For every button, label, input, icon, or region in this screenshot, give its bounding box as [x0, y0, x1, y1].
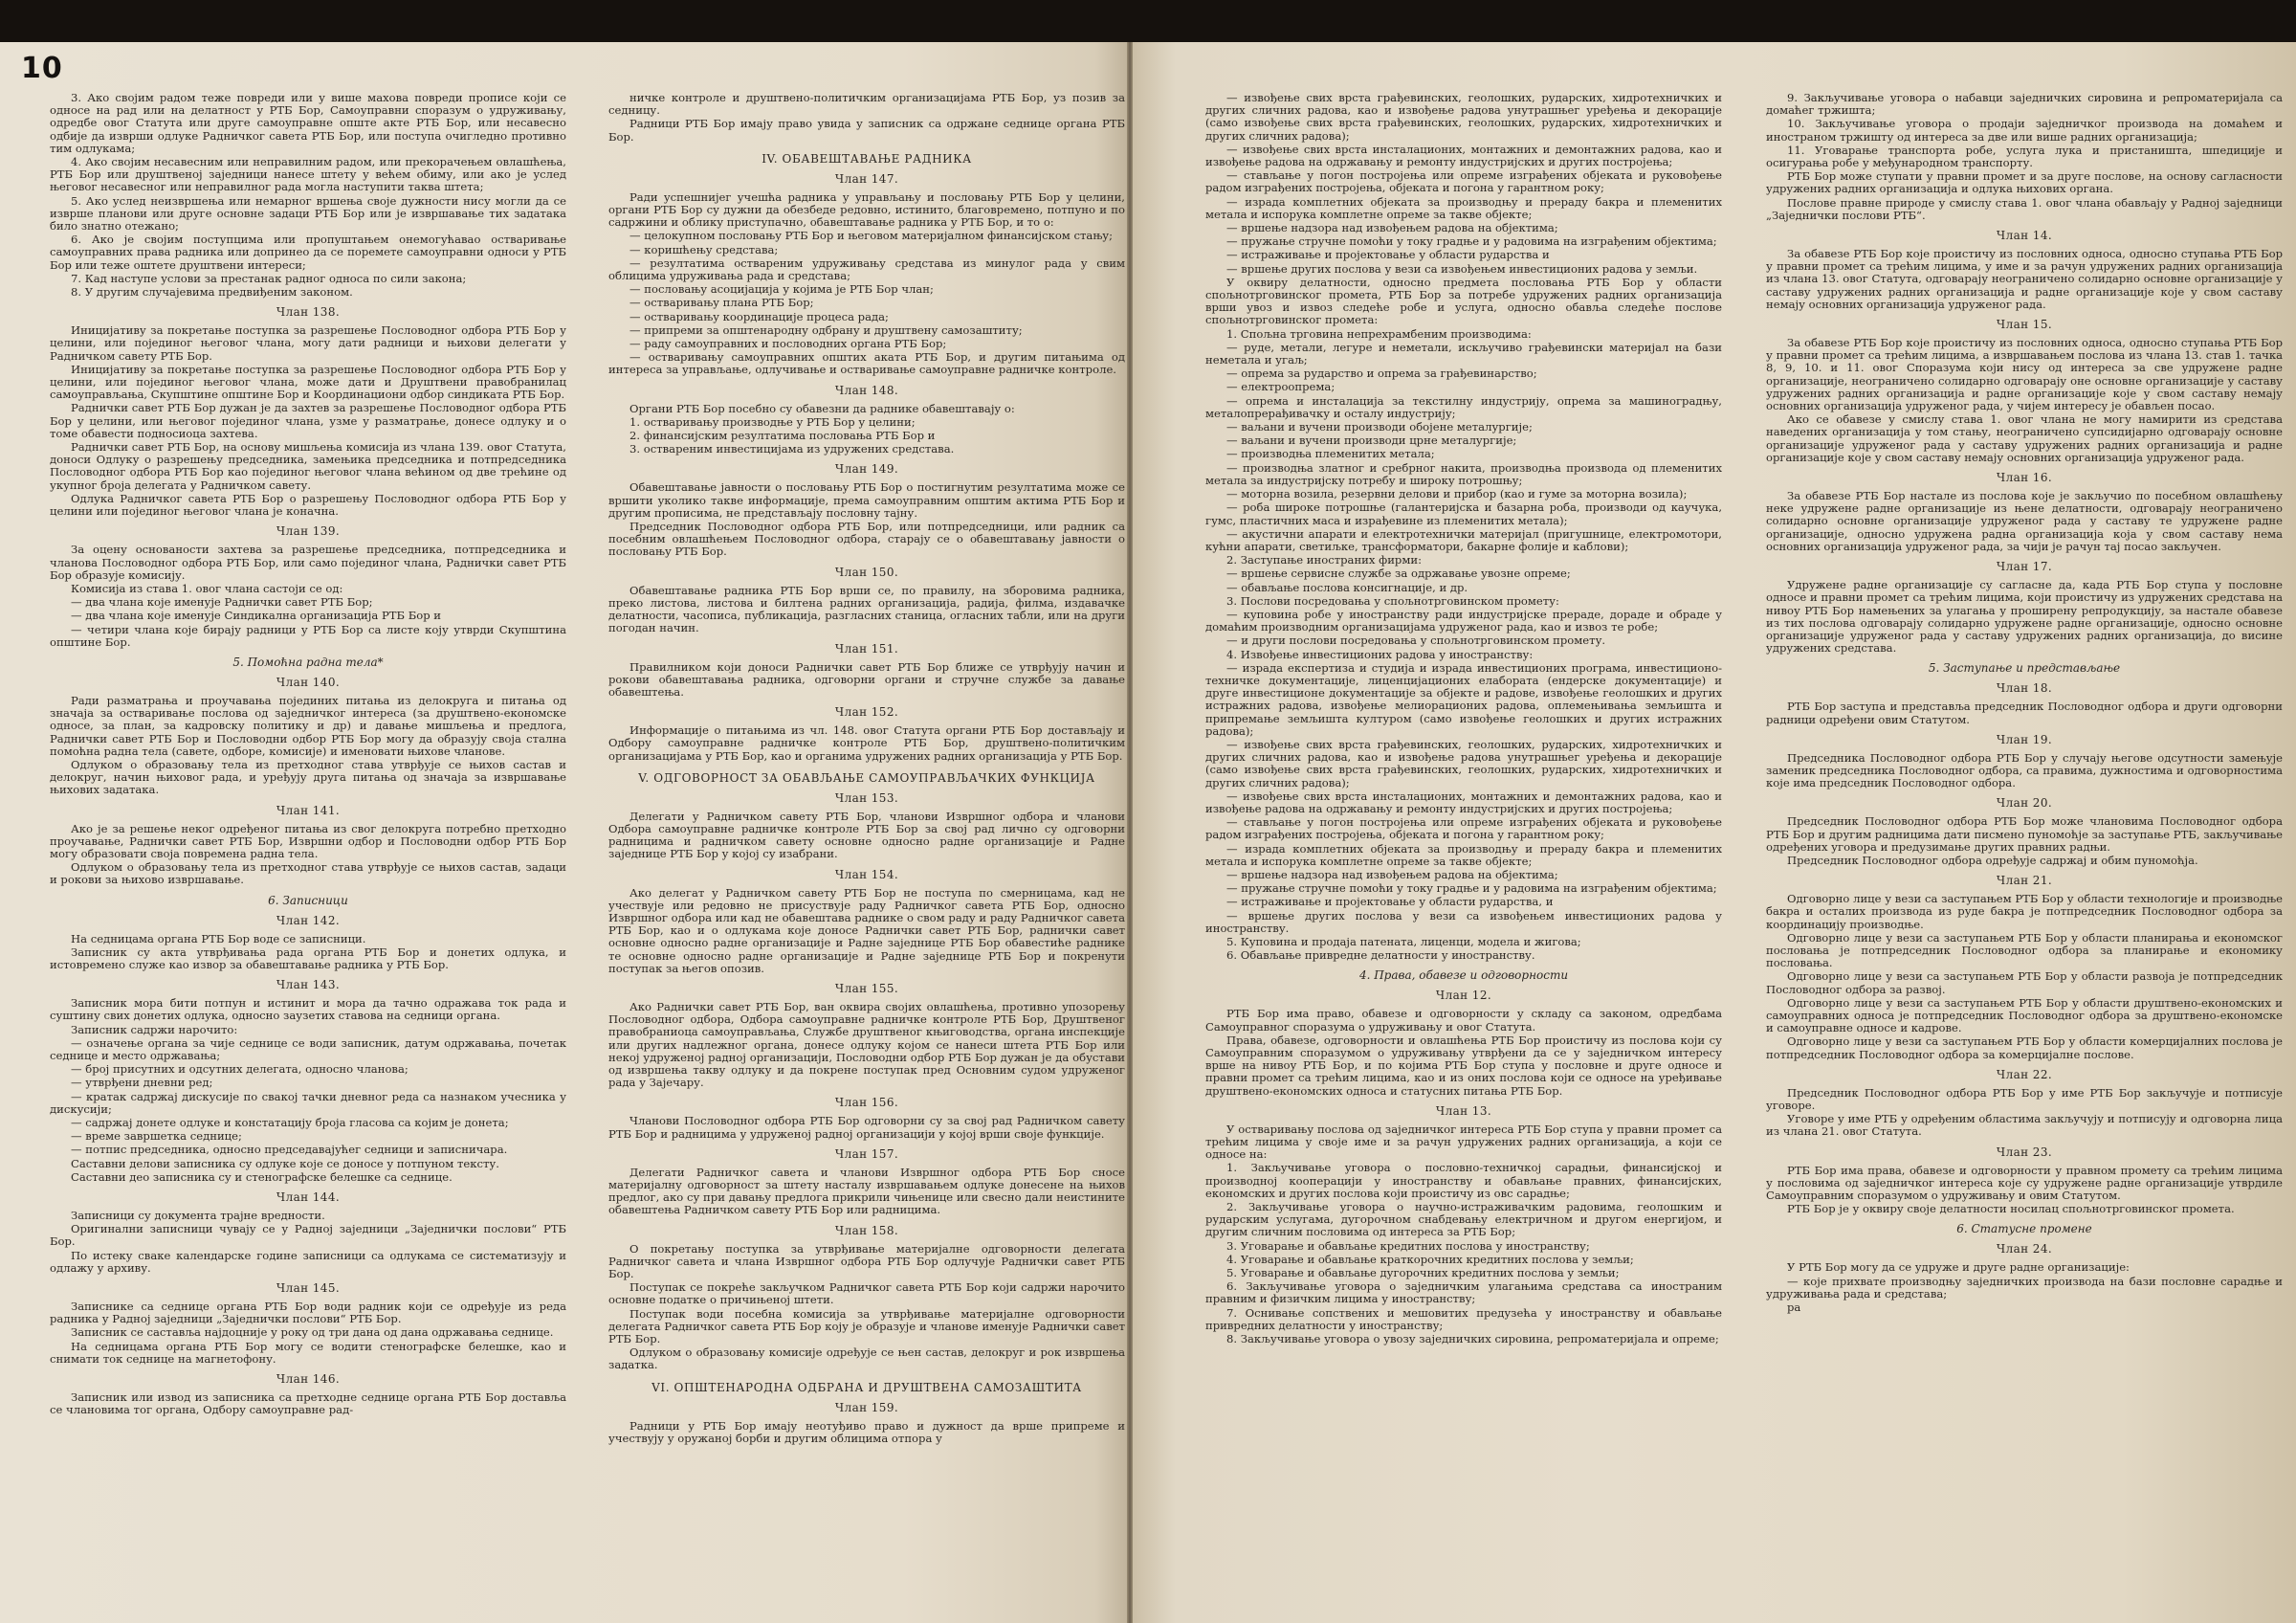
paragraph: 7. Кад наступе услови за престанак радног односа по сили закона;	[71, 271, 467, 285]
paragraph: — куповина робе у иностранству ради индустријске прераде, дораде и обраде у домаћим производним организацијама удруженог рада, као и извоз те робе;	[1205, 607, 1722, 634]
paragraph: — потпис председника, односно председавајућег седници и записничара.	[71, 1143, 508, 1157]
paragraph: ра	[1787, 1301, 1801, 1315]
paragraph: За обавезе РТБ Бор које проистичу из пословних односа, односно ступања РТБ Бор у правни промет са трећим лицима, а извршавањем послова из члана 13. став 1. тачка 8, 9, 10. и 11. овог Споразума који нису од интереса за све удружене радне организације, неограничено солидарно одговарају оне основне организације у саставу удружених радних организација и радне организације које у свом саставу немају основних организација удруженог рада, у чијем интересу је обављен посао.	[1766, 336, 2283, 413]
paragraph: — руде, метали, легуре и неметали, искључиво грађевински материјал на бази неметала и угаљ;	[1205, 340, 1722, 367]
paragraph: 2. Заступање иностраних фирми:	[1226, 553, 1423, 567]
newspaper-spread	[0, 42, 2296, 1623]
article-heading: Члан 153.	[834, 790, 899, 805]
paragraph: — извођење свих врста грађевинских, геолошких, рударских, хидротехничких и других сличних радова, као и извођење радова унутрашњег уређења и декорације (само извођење свих врста грађевинских, геолошких, рударских, хидротехничких и других сличних радова);	[1205, 92, 1722, 143]
paragraph: За обавезе РТБ Бор настале из послова које је закључио по посебном овлашћењу неке удружене радне организације из њене делатности, одговарају неограничено солидарно основне организације удруженог рада у саставу те удружене радне организације, односно удружена радна организација која у свом саставу нема основних организација удруженог рада, за чији је рачун тај посао закључен.	[1766, 489, 2283, 553]
paragraph: — обављање послова консигнације, и др.	[1226, 580, 1468, 594]
paragraph: Комисија из става 1. овог члана састоји се од:	[71, 581, 343, 595]
paragraph: 4. Уговарање и обављање краткорочних кредитних послова у земљи;	[1226, 1252, 1634, 1266]
paragraph: У РТБ Бор могу да се удруже и друге радне организације:	[1787, 1260, 2130, 1275]
article-heading: Члан 143.	[276, 978, 341, 992]
paragraph: Записник садржи нарочито:	[71, 1022, 238, 1036]
scan-top-edge	[0, 0, 2296, 44]
paragraph: — вршење надзора над извођењем радова на објектима;	[1226, 221, 1558, 235]
left-column-2	[608, 92, 1125, 1615]
article-heading: Члан 21.	[1996, 874, 2053, 888]
paragraph: Записник се саставља најдоцније у року од три дана од дана одржавања седнице.	[71, 1325, 554, 1340]
paragraph: — припреми за општенародну одбрану и друштвену самозаштиту;	[629, 322, 1023, 337]
article-heading: Члан 149.	[834, 462, 899, 477]
article-heading: Члан 18.	[1996, 681, 2053, 696]
subsection-heading: 6. Записници	[268, 893, 348, 907]
paragraph: 1. Спољна трговина непрехрамбеним производима:	[1226, 326, 1532, 341]
article-heading: Члан 20.	[1996, 796, 2053, 811]
paragraph: 7. Оснивање сопствених и мешовитих предузећа у иностранству и обављање привредних делатности у иностранству;	[1205, 1305, 1722, 1332]
paragraph: 4. Ако својим несавесним или неправилним радом, или прекорачењем овлашћења, РТБ Бор или друштвеној заједници нанесе штету у већем обиму, или ако је услед његовог несавесног или неправилног рада могла наступити таква штета;	[50, 155, 566, 194]
paragraph: Саставни део записника су и стенографске белешке са седнице.	[71, 1169, 453, 1184]
paragraph: — роба широке потрошње (галантеријска и базарна роба, производи од каучука, гумс, пластичних маса и израђевине из племенитих метала);	[1205, 500, 1722, 527]
paragraph: — утврђени дневни ред;	[71, 1076, 213, 1090]
article-heading: Члан 148.	[834, 383, 899, 397]
article-heading: Члан 147.	[834, 171, 899, 186]
paragraph: 3. Послови посредовања у спољнотрговинском промету:	[1226, 593, 1559, 608]
paragraph: 11. Уговарање транспорта робе, услуга лука и пристаништа, шпедиције и осигурања робе у међународном транспорту.	[1766, 143, 2283, 170]
article-heading: Члан 159.	[834, 1400, 899, 1414]
article-heading: Члан 12.	[1435, 989, 1492, 1003]
paragraph: 9. Закључивање уговора о набавци заједничких сировина и репроматеријала са домаћег тржишта;	[1766, 92, 2283, 118]
paragraph: РТБ Бор може ступати у правни промет и за друге послове, на основу сагласности удружених радних организација и одлука њихових органа.	[1766, 169, 2283, 196]
article-heading: Члан 151.	[834, 641, 899, 656]
paragraph: — производња племенитих метала;	[1226, 447, 1435, 461]
paragraph: — пружање стручне помоћи у току градње и у радовима на изграђеним објектима;	[1226, 881, 1717, 896]
paragraph: Обавештавање јавности о пословању РТБ Бор о постигнутим резултатима може се вршити уколико такве информације, према самоуправним општим актима РТБ Бор и другим прописима, не представљају пословну тајну.	[608, 480, 1125, 520]
paragraph: Радници у РТБ Бор имају неотуђиво право и дужност да врше припреме и учествују у оружаној борби и другим облицима отпора у	[608, 1418, 1125, 1445]
paragraph: — вршење надзора над извођењем радова на објектима;	[1226, 867, 1558, 881]
paragraph: — два члана које именује Раднички савет РТБ Бор;	[71, 595, 373, 610]
paragraph: 5. Куповина и продаја патената, лиценци, модела и жигова;	[1226, 935, 1581, 948]
paragraph: — број присутних и одсутних делегата, односно чланова;	[71, 1062, 408, 1077]
left-column-1	[50, 92, 566, 1615]
paragraph: Ако се обавезе у смислу става 1. овог члана не могу намирити из средстава наведених организација у том стању, неограничено супсидијарно одговарају основне организације удруженог рада у саставу удружених радних организација и радне организације које у свом саставу немају основних организација удруженог рада.	[1766, 412, 2283, 464]
paragraph: Ради разматрања и проучавања појединих питања из делокруга и питања од значаја за остваривање послова од заједничког интереса (за друштвено-економске односе, за план, за кадровску политику и др) и давање мишљења и предлога, Раднички савет РТБ Бор и Пословодни одбор РТБ Бор могу да образују своја стална помоћна радна тела (савете, одборе, комисије) и именовати њихове чланове.	[50, 693, 566, 758]
paragraph: Одлуком о образовању комисије одређује се њен састав, делокруг и рок извршења задатка.	[608, 1345, 1125, 1372]
article-heading: Члан 138.	[276, 305, 341, 320]
paragraph: Одлуком о образовању тела из претходног става утврђује се њихов састав и делокруг, начин њиховог рада, и уређују друга питања од значаја за извршавање њихових задатака.	[50, 757, 566, 797]
page-fold	[1127, 42, 1133, 1623]
article-heading: Члан 14.	[1996, 229, 2053, 243]
right-page	[1129, 42, 2296, 1623]
paragraph: Ради успешнијег учешћа радника у управљању и пословању РТБ Бор у целини, органи РТБ Бор су дужни да обезбеде редовно, истинито, благовремено, потпуно и по садржини и облику приступачно, обавештавање радника у РТБ Бор, и то о:	[608, 189, 1125, 230]
right-column-1	[1205, 92, 1722, 1615]
paragraph: Радници РТБ Бор имају право увида у записник са одржане седнице органа РТБ Бор.	[608, 117, 1125, 144]
article-heading: Члан 157.	[834, 1146, 899, 1161]
paragraph: Записник или извод из записника са претходне седнице органа РТБ Бор доставља се члановима тог органа, Одбору самоуправне рад-	[50, 1390, 566, 1417]
paragraph: 2. Закључивање уговора о научно-истраживачким радовима, геолошким и рударским услугама, дугорочном снабдевању електричном и другом енергијом, и другим сличним пословима од интереса за РТБ Бор;	[1205, 1200, 1722, 1239]
paragraph: — израда експертиза и студија и израда инвестиционих програма, инвестиционо-техничке документације, лиценцијационих елабората (ендерске документације) и друге инвестиционе документације за објекте и радове, извођење геолошких и других истражних радова, извођење мелиорационих радова, оплемењивања земљишта и припремање земљишта културом (само извођење геолошких и других истражних радова);	[1205, 660, 1722, 738]
article-heading: Члан 16.	[1996, 471, 2053, 485]
paragraph: Делегати у Радничком савету РТБ Бор, чланови Извршног одбора и чланови Одбора самоуправне радничке контроле РТБ Бор за свој рад лично су одговорни радницима и радничком савету основне односно радне организације и Радне заједнице РТБ Бор у којој су изабрани.	[608, 809, 1125, 861]
paragraph: — опрема и инсталација за текстилну индустрију, опрема за машиноградњу, металопрерађивачку и осталу индустрију;	[1205, 393, 1722, 420]
article-heading: Члан 141.	[276, 803, 341, 817]
paragraph: Председник Пословодног одбора РТБ Бор може члановима Пословодног одбора РТБ Бор и другим радницима дати писмено пуномоћје за заступање РТБ, закључивање одређених уговора и предузимање других правних радњи.	[1766, 814, 2283, 854]
paragraph: 6. Обављање привредне делатности у иностранству.	[1226, 948, 1535, 963]
paragraph: 2. финансијским резултатима пословања РТБ Бор и	[629, 429, 936, 443]
paragraph: — израда комплетних објеката за производњу и прераду бакра и племенитих метала и испорука комплетне опреме за такве објекте;	[1205, 194, 1722, 221]
paragraph: 3. оствареним инвестицијама из удружених средстава.	[629, 442, 955, 456]
paragraph: Председника Пословодног одбора РТБ Бор у случају његове одсутности замењује заменик председника Пословодног одбора, са правима, дужностима и одговорностима које има председник Пословодног одбора.	[1766, 750, 2283, 790]
right-column-2	[1766, 92, 2283, 1615]
section-heading: IV. ОБАВЕШТАВАЊЕ РАДНИКА	[762, 151, 972, 166]
paragraph: — извођење свих врста инсталационих, монтажних и демонтажних радова, као и извођење радова на одржавању и ремонту индустријских и других постројења;	[1205, 789, 1722, 815]
paragraph: — стављање у погон постројења или опреме изграђених објеката и руковођење радом изграђених постројења, објеката и погона у гарантном року;	[1205, 168, 1722, 195]
page-number: 10	[21, 52, 63, 85]
paragraph: 4. Извођење инвестиционих радова у иностранству:	[1226, 647, 1534, 661]
article-heading: Члан 142.	[276, 913, 341, 927]
subsection-heading: 6. Статусне промене	[1956, 1222, 2092, 1236]
paragraph: 3. Уговарање и обављање кредитних послова у иностранству;	[1226, 1238, 1590, 1253]
paragraph: — остваривању координације процеса рада;	[629, 309, 889, 323]
paragraph: РТБ Бор заступа и представља председник Пословодног одбора и други одговорни радници одређени овим Статутом.	[1766, 700, 2283, 726]
paragraph: — израда комплетних објеката за производњу и прераду бакра и племенитих метала и испорука комплетне опреме за такве објекте;	[1205, 841, 1722, 868]
subsection-heading: 5. Заступање и представљање	[1928, 661, 2121, 676]
right-page-columns	[1205, 92, 2296, 1615]
paragraph: Записник мора бити потпун и истинит и мора да тачно одражава ток рада и суштину свих донетих одлука, односно заузетих ставова на седници органа.	[50, 996, 566, 1023]
article-heading: Члан 17.	[1996, 560, 2053, 574]
paragraph: За обавезе РТБ Бор које проистичу из пословних односа, односно ступања РТБ Бор у правни промет са трећим лицима, у име и за рачун удружених радних организација из члана 13. овог Статута, одговарају неограничено солидарно основне организације у саставу удружених радних организација и радне организације које у свом саставу немају основних организација удруженог рада.	[1766, 247, 2283, 311]
paragraph: Информације о питањима из чл. 148. овог Статута органи РТБ Бор достављају и Одбору самоуправне радничке контроле РТБ Бор, друштвено-политичким организацијама у РТБ Бор, као и органима удружених радних организација у РТБ Бор.	[608, 723, 1125, 763]
article-heading: Члан 22.	[1996, 1067, 2053, 1081]
paragraph: Раднички савет РТБ Бор дужан је да захтев за разрешење Пословодног одбора РТБ Бор у целини, или његовог појединог члана, узме у разматрање, донесе одлуку и о томе обавести подносиоца захтева.	[50, 401, 566, 440]
paragraph: Удружене радне организације су сагласне да, када РТБ Бор ступа у пословне односе и правни промет са трећим лицима, који проистичу из удружених средстава на нивоу РТБ Бор намењених за улагања у проширену репродукцију, за настале обавезе из тих послова одговарају солидарно удружене радне организације, односно основне организације удруженог рада у саставу удружених радних организација, до висине удружених средстава.	[1766, 578, 2283, 656]
paragraph: Поступак се покреће закључком Радничког савета РТБ Бор који садржи нарочито основне податке о причињеној штети.	[608, 1280, 1125, 1307]
paragraph: — извођење свих врста инсталационих, монтажних и демонтажних радова, као и извођење радова на одржавању и ремонту индустријских и других постројења;	[1205, 142, 1722, 169]
article-heading: Члан 154.	[834, 867, 899, 881]
paragraph: Обавештавање радника РТБ Бор врши се, по правилу, на зборовима радника, преко листова, листова и билтена радних организација, радија, филма, издавачке делатности, часописа, публикација, разгласних станица, огласних табли, или на други погодан начин.	[608, 583, 1125, 635]
paragraph: — остваривању самоуправних општих аката РТБ Бор, и другим питањима од интереса за управљање, одлучивање и остваривање самоуправне радничке контроле.	[608, 350, 1125, 377]
paragraph: — стављање у погон постројења или опреме изграђених објеката и руковођење радом изграђених постројења, објеката и погона у гарантном року;	[1205, 815, 1722, 842]
paragraph: Уговоре у име РТБ у одређеним областима закључују и потписују и одговорна лица из члана 21. овог Статута.	[1766, 1112, 2283, 1139]
article-heading: Члан 24.	[1996, 1242, 2053, 1256]
paragraph: Одговорно лице у вези са заступањем РТБ Бор у области друштвено-економских и самоуправних односа је потпредседник Пословодног одбора за друштвено-економске и самоуправне односе и кадрове.	[1766, 995, 2283, 1035]
paragraph: — кратак садржај дискусије по свакој тачки дневног реда са назнаком учесника у дискусији;	[50, 1089, 566, 1116]
paragraph: — пружање стручне помоћи у току градње и у радовима на изграђеним објектима;	[1226, 234, 1717, 249]
paragraph: Одговорно лице у вези са заступањем РТБ Бор у области планирања и економског пословања је потпредседник Пословодног одбора за планирање и економику пословања.	[1766, 930, 2283, 970]
article-heading: Члан 23.	[1996, 1145, 2053, 1159]
paragraph: 8. Закључивање уговора о увозу заједничких сировина, репроматеријала и опреме;	[1226, 1332, 1719, 1346]
paragraph: По истеку сваке календарске године записници са одлукама се систематизују и одлажу у архиву.	[50, 1248, 566, 1275]
paragraph: — коришћењу средстава;	[629, 242, 779, 256]
section-heading: V. ОДГОВОРНОСТ ЗА ОБАВЉАЊЕ САМОУПРАВЉАЧКИХ ФУНКЦИЈА	[638, 770, 1095, 785]
paragraph: Одговорно лице у вези са заступањем РТБ Бор у области технологије и производње бакра и осталих производа из руде бакра је потпредседник Пословодног одбора за координацију производње.	[1766, 892, 2283, 931]
paragraph: Одговорно лице у вези са заступањем РТБ Бор у области комерцијалних послова је потпредседник Пословодног одбора за комерцијалне послове.	[1766, 1034, 2283, 1061]
paragraph: Чланови Пословодног одбора РТБ Бор одговорни су за свој рад Радничком савету РТБ Бор и радницима у удруженој радној организацији у којој врши своје функције.	[608, 1114, 1125, 1141]
paragraph: — ваљани и вучени производи црне металургије;	[1226, 434, 1517, 448]
paragraph: Иницијативу за покретање поступка за разрешење Пословодног одбора РТБ Бор у целини, или појединог његовог члана, могу дати радници и њихови делегати у Радничком савету РТБ Бор.	[50, 323, 566, 363]
article-heading: Члан 155.	[834, 981, 899, 995]
paragraph: Записнике са седнице органа РТБ Бор води радник који се одређује из реда радника у Радној заједници „Заједнички послови“ РТБ Бор.	[50, 1300, 566, 1326]
paragraph: — које прихвате производњу заједничких производа на бази пословне сарадње и удруживања рада и средстава;	[1766, 1274, 2283, 1301]
paragraph: Поступак води посебна комисија за утврђивање материјалне одговорности делегата Радничког савета РТБ Бор коју је образује и чланове именује Раднички савет РТБ Бор.	[608, 1306, 1125, 1346]
paragraph: РТБ Бор има права, обавезе и одговорности у правном промету са трећим лицима у пословима од заједничког интереса које су удружене радне организације утврдиле Самоуправним споразумом о удруживању и овим Статутом.	[1766, 1163, 2283, 1202]
paragraph: Послове правне природе у смислу става 1. овог члана обављају у Радној заједници „Заједнички послови РТБ“.	[1766, 195, 2283, 222]
paragraph: — и други послови посредовања у спољнотрговинском промету.	[1226, 634, 1606, 648]
paragraph: О покретању поступка за утврђивање материјалне одговорности делегата Радничког савета и члана Извршног одбора РТБ Бор одлучује Раднички савет РТБ Бор.	[608, 1241, 1125, 1280]
paragraph: На седницама органа РТБ Бор могу се водити стенографске белешке, као и снимати ток седнице на магнетофону.	[50, 1339, 566, 1366]
paragraph: — вршење других послова у вези са извођењем инвестиционих радова у земљи.	[1226, 261, 1698, 276]
paragraph: Одлуком о образовању тела из претходног става утврђује се њихов састав, задаци и рокови за њихово извршавање.	[50, 860, 566, 887]
paragraph: Председник Пословодног одбора РТБ Бор, или потпредседници, или радник са посебним овлашћењем Пословодног одбора, старају се о обавештавању јавности о пословању РТБ Бор.	[608, 520, 1125, 559]
paragraph: — пословању асоцијација у којима је РТБ Бор члан;	[629, 282, 934, 297]
paragraph: — два члана које именује Синдикална организација РТБ Бор и	[71, 609, 442, 623]
subsection-heading: 5. Помоћна радна тела*	[232, 655, 384, 669]
paragraph: Одговорно лице у вези са заступањем РТБ Бор у области развоја је потпредседник Пословодног одбора за развој.	[1766, 969, 2283, 996]
paragraph: Правилником који доноси Раднички савет РТБ Бор ближе се утврђују начин и рокови обавештавања радника, одговорни органи и стручне службе за давање обавештења.	[608, 659, 1125, 699]
paragraph: — време завршетка седнице;	[71, 1129, 242, 1144]
article-heading: Члан 145.	[276, 1281, 341, 1296]
paragraph: РТБ Бор је у оквиру своје делатности носилац спољнотрговинског промета.	[1787, 1202, 2235, 1216]
paragraph: — садржај донете одлуке и констатацију броја гласова са којим је донета;	[71, 1116, 509, 1129]
paragraph: Ако делегат у Радничком савету РТБ Бор не поступа по смерницама, кад не учествује или редовно не присуствује раду Радничког савета РТБ Бор, односно Извршног одбора или кад не обавештава раднике о свом раду и раду Радничког савета РТБ Бор, као и о одлукама које доносе Раднички савет РТБ Бор, раднички савет основне односно радне организације и Радне заједнице РТБ Бор обавестиће раднике те основне односно радне организације и Радне заједнице РТБ Бор и покренути поступак за његов опозив.	[608, 885, 1125, 975]
section-heading: VI. ОПШТЕНАРОДНА ОДБРАНА И ДРУШТВЕНА САМОЗАШТИТА	[651, 1380, 1082, 1394]
paragraph: — електроопрема;	[1226, 380, 1336, 394]
paragraph: — целокупном пословању РТБ Бор и његовом материјалном финансијском стању;	[629, 229, 1114, 243]
paragraph: За оцену основаности захтева за разрешење председника, потпредседника и чланова Пословодног одбора РТБ Бор, или само појединог члана, Раднички савет РТБ Бор образује комисију.	[50, 543, 566, 582]
article-heading: Члан 19.	[1996, 732, 2053, 746]
paragraph: Записници су документа трајне вредности.	[71, 1209, 325, 1223]
paragraph: 8. У другим случајевима предвиђеним законом.	[71, 285, 353, 300]
paragraph: — извођење свих врста грађевинских, геолошких, рударских, хидротехничких и других сличних радова, као и извођење радова унутрашњег уређења и декорације (само извођење свих врста грађевинских, геолошких, рударских, хидротехничких и других сличних радова);	[1205, 737, 1722, 789]
article-heading: Члан 146.	[276, 1372, 341, 1387]
article-heading: Члан 150.	[834, 565, 899, 579]
paragraph: Ако је за решење неког одређеног питања из свог делокруга потребно претходно проучавање, Раднички савет РТБ Бор, Извршни одбор и Пословодни одбор РТБ Бор могу образовати своја повремена радна тела.	[50, 821, 566, 860]
paragraph: 5. Ако услед неизвршења или немарног вршења своје дужности нису могли да се изврше планови или друге основне задаци РТБ Бор или је извршавање тих задатака било знатно отежано;	[50, 193, 566, 233]
paragraph: — акустични апарати и електротехнички материјал (пригушнице, електромотори, кућни апарати, светиљке, трансформатори, бакарне фолије и каблови);	[1205, 526, 1722, 553]
paragraph: Одлука Радничког савета РТБ Бор о разрешењу Пословодног одбора РТБ Бор у целини или појединог његовог члана је коначна.	[50, 491, 566, 519]
article-heading: Члан 152.	[834, 705, 899, 720]
paragraph: — означење органа за чије седнице се води записник, датум одржавања, почетак седнице и место одржавања;	[50, 1035, 566, 1062]
paragraph: Председник Пословодног одбора одређује садржај и обим пуномоћја.	[1787, 853, 2198, 867]
paragraph: Права, обавезе, одговорности и овлашћења РТБ Бор проистичу из послова који су Самоуправним споразумом о удруживању утврђени да се у заједничком интересу врше на нивоу РТБ Бор, и по којима РТБ Бор ступа у пословне и друге односе и правни промет са трећим лицима, као и из оних послова који се односе на уређивање друштвено-економских односа и статусних питања РТБ Бор.	[1205, 1033, 1722, 1098]
article-heading: Члан 158.	[834, 1223, 899, 1237]
paragraph: 10. Закључивање уговора о продаји заједничког производа на домаћем и иностраном тржишту од интереса за две или више радних организација;	[1766, 117, 2283, 144]
paragraph: — ваљани и вучени производи обојене металургије;	[1226, 420, 1533, 434]
paragraph: РТБ Бор има право, обавезе и одговорности у складу са законом, одредбама Самоуправног споразума о удруживању и овог Статута.	[1205, 1007, 1722, 1034]
paragraph: — вршење сервисне службе за одржавање увозне опреме;	[1226, 567, 1571, 581]
paragraph: — вршење других послова у вези са извођењем инвестиционих радова у иностранству.	[1205, 908, 1722, 935]
paragraph: 1. остваривању производње у РТБ Бор у целини;	[629, 414, 916, 429]
paragraph: 5. Уговарање и обављање дугорочних кредитних послова у земљи;	[1226, 1266, 1620, 1280]
paragraph: 6. Ако је својим поступцима или пропуштањем онемогућавао остваривање самоуправних права радника или допринео да се поремете самоуправни односи у РТБ Бор или теже оштете друштвени интереси;	[50, 233, 566, 272]
paragraph: — производња златног и сребрног накита, производња производа од племенитих метала за индустријску потребу и широку потрошњу;	[1205, 460, 1722, 487]
paragraph: — раду самоуправних и пословодних органа РТБ Бор;	[629, 337, 947, 351]
paragraph: — истраживање и пројектовање у области рударства и	[1226, 248, 1550, 262]
article-heading: Члан 140.	[276, 675, 341, 689]
paragraph: Саставни делови записника су одлуке које се доносе у потпуном тексту.	[71, 1156, 499, 1170]
paragraph: На седницама органа РТБ Бор воде се записници.	[71, 931, 366, 945]
article-heading: Члан 156.	[834, 1096, 899, 1110]
paragraph: — остваривању плана РТБ Бор;	[629, 296, 814, 310]
paragraph: 3. Ако својим радом теже повреди или у више махова повреди прописе који се односе на рад или на делатност у РТБ Бор, Самоуправни споразум о удруживању, одредбе овог Статута или друге самоуправне опште акте РТБ Бор, или несавесно одбије да изврши одлуке Радничког савета РТБ Бор, или поступа очигледно противно тим одлукама;	[50, 92, 566, 155]
paragraph: Делегати Радничког савета и чланови Извршног одбора РТБ Бор сносе материјалну одговорност за штету насталу извршавањем одлуке донесене на њихов предлог, ако су при давању предлога прикрили чињенице или свесно дали неистините обавештења Радничком савету РТБ Бор или радницима.	[608, 1165, 1125, 1217]
paragraph: — моторна возила, резервни делови и прибор (као и гуме за моторна возила);	[1226, 487, 1688, 501]
paragraph: Записник су акта утврђивања рада органа РТБ Бор и донетих одлука, и истовремено служе као извор за обавештавање радника у РТБ Бор.	[50, 945, 566, 971]
article-heading: Члан 15.	[1996, 318, 2053, 332]
paragraph: Органи РТБ Бор посебно су обавезни да раднике обавештавају о:	[629, 401, 1015, 415]
article-heading: Члан 144.	[276, 1190, 341, 1205]
paragraph: — истраживање и пројектовање у области рударства, и	[1226, 895, 1554, 909]
paragraph: Ако Раднички савет РТБ Бор, ван оквира својих овлашћења, противно упозорењу Пословодног одбора, Одбора самоуправне радничке контроле РТБ Бор, Друштвеног правобраниоца самоуправљања, Службе друштвеног књиговодства, органа инспекције или других надлежног органа, донесе одлуку којом се нанеси штета РТБ Бор или некој удруженој радној организацији, Пословодни одбор РТБ Бор дужан је да обустави од извршења такву одлуку и да покрене поступак пред Основним судом удруженог рада у Зајечару.	[608, 999, 1125, 1090]
paragraph: У остваривању послова од заједничког интереса РТБ Бор ступа у правни промет са трећим лицима у своје име и за рачун удружених радних организација, а који се односе на:	[1205, 1122, 1722, 1162]
paragraph: Иницијативу за покретање поступка за разрешење Пословодног одбора РТБ Бор у целини, или појединог његовог члана, може дати и Друштвени правобранилац самоуправљања, Скупштине општине Бор и Координациони одбор синдиката РТБ Бор.	[50, 362, 566, 402]
paragraph: 1. Закључивање уговора о пословно-техничкој сарадњи, финансијској и производној кооперацији у иностранству и обављање правних, финансијских, економских и других послова који проистичу из овс сарадње;	[1205, 1161, 1722, 1200]
paragraph: Председник Пословодног одбора РТБ Бор у име РТБ Бор закључује и потписује уговоре.	[1766, 1085, 2283, 1112]
subsection-heading: 4. Права, обавезе и одговорности	[1358, 968, 1569, 983]
paragraph: 6. Закључивање уговора о заједничким улагањима средстава са иностраним правним и физичким лицима у иностранству;	[1205, 1279, 1722, 1306]
left-page-columns	[50, 92, 1125, 1615]
article-heading: Члан 13.	[1435, 1103, 1492, 1118]
paragraph: — резултатима оствареним удруживању средстава из минулог рада у свим облицима удруживања рада и средстава;	[608, 256, 1125, 283]
paragraph: У оквиру делатности, односно предмета пословања РТБ Бор у области спољнотрговинског промета, РТБ Бор за потребе удружених радних организација врши увоз и извоз следеће робе и услуга, односно обавља следеће послове спољнотрговинског промета:	[1205, 275, 1722, 327]
paragraph: Оригинални записници чувају се у Радној заједници „Заједнички послови“ РТБ Бор.	[50, 1222, 566, 1249]
paragraph: — опрема за рударство и опрема за грађевинарство;	[1226, 367, 1537, 381]
paragraph: ничке контроле и друштвено-политичким организацијама РТБ Бор, уз позив за седницу.	[608, 92, 1125, 118]
article-heading: Члан 139.	[276, 524, 341, 539]
left-page	[0, 42, 1129, 1623]
paragraph: Раднички савет РТБ Бор, на основу мишљења комисија из члана 139. овог Статута, доноси Одлуку о разрешењу председника, замењика председника и потпредседника Пословодног одбора РТБ Бор као појединог његовог члана већином од две трећине од укупног броја делегата у Радничком савету.	[50, 440, 566, 492]
paragraph: — четири члана које бирају радници у РТБ Бор са листе коју утврди Скупштина општине Бор.	[50, 622, 566, 649]
